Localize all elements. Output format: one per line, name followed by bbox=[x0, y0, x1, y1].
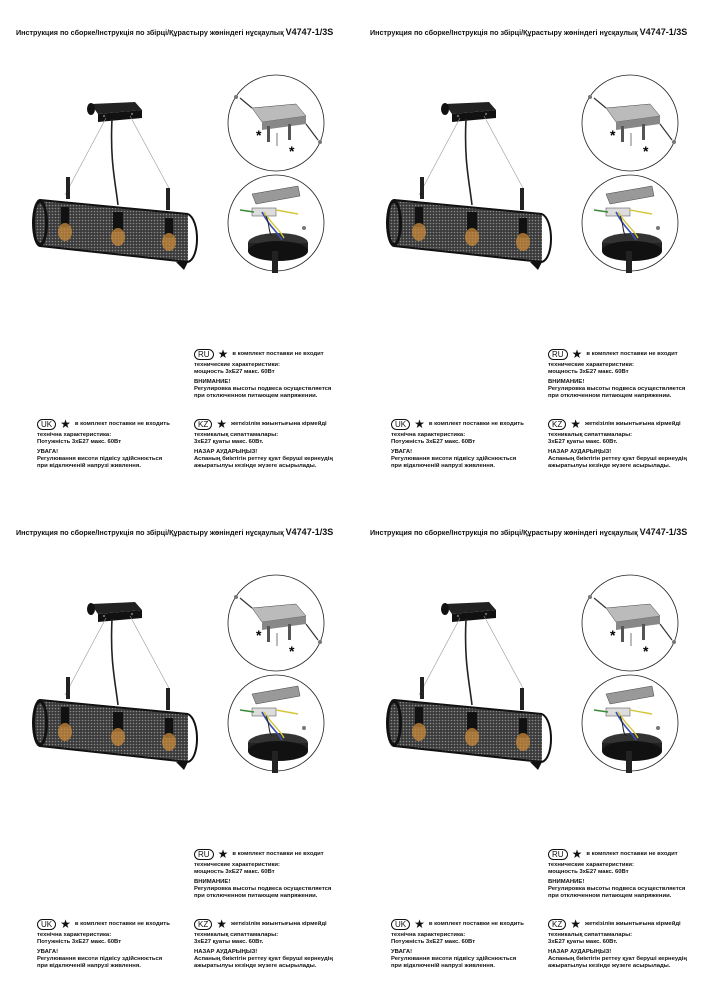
warning-title: УВАГА! bbox=[391, 948, 413, 955]
specs-value: 3хЕ27 қуаты макс. 60Вт. bbox=[548, 938, 618, 945]
warning-line: ажыратылуы кезінде жүзеге асырылады. bbox=[194, 462, 317, 469]
lang-badge-uk: UK bbox=[391, 919, 410, 930]
not-included-note: жеткізілім жиынтығына кірмейді bbox=[231, 920, 327, 927]
suspension-cables bbox=[65, 616, 170, 695]
warning-line: Регулировка высоты подвеса осуществляется bbox=[548, 385, 686, 392]
specs-title: технические характеристики: bbox=[548, 362, 634, 368]
specs-title: технічна характеристика: bbox=[391, 932, 466, 938]
specs-value: мощность 3хЕ27 макс. 60Вт bbox=[548, 868, 629, 875]
warning-line: Регулировка высоты подвеса осуществляется bbox=[194, 885, 332, 892]
wiring-detail bbox=[228, 175, 324, 273]
warning-line: при відключеній напрузі живлення. bbox=[37, 962, 141, 969]
specs-title: техникалық сипаттамалары: bbox=[194, 932, 279, 938]
warning-line: Регулювання висоти підвісу здійснюється bbox=[37, 955, 163, 962]
mounting-bracket-detail bbox=[228, 75, 324, 171]
not-included-note: жеткізілім жиынтығына кірмейді bbox=[231, 420, 327, 427]
star-icon: ★ bbox=[571, 347, 583, 361]
mounting-bracket-detail bbox=[582, 75, 678, 171]
star-icon: ★ bbox=[571, 847, 583, 861]
section-kz bbox=[548, 918, 687, 970]
instruction-sheet bbox=[354, 500, 707, 1000]
not-included-note: в комплект поставки не входит bbox=[232, 350, 324, 357]
specs-value: мощность 3хЕ27 макс. 60Вт bbox=[194, 368, 275, 375]
warning-title: НАЗАР АУДАРЫҢЫЗ! bbox=[548, 948, 612, 955]
warning-line: Аспаның биіктігін реттеу қуат беруші кернеудің bbox=[194, 455, 333, 462]
star-icon: * bbox=[643, 643, 649, 659]
warning-title: ВНИМАНИЕ! bbox=[194, 378, 231, 385]
specs-title: техникалық сипаттамалары: bbox=[548, 932, 633, 938]
model-number: V4747-1/3S bbox=[639, 527, 688, 537]
lang-badge-ru: RU bbox=[548, 349, 568, 360]
mounting-bracket-detail bbox=[228, 575, 324, 671]
specs-value: Потужність 3хЕ27 макс. 60Вт bbox=[391, 438, 476, 445]
warning-line: Аспаның биіктігін реттеу қуат беруші кернеудің bbox=[548, 955, 687, 962]
star-icon: * bbox=[256, 627, 262, 643]
section-kz bbox=[548, 418, 687, 470]
suspension-cables bbox=[65, 116, 170, 195]
specs-title: технічна характеристика: bbox=[37, 432, 112, 438]
specs-value: 3хЕ27 қуаты макс. 60Вт. bbox=[194, 938, 264, 945]
power-cord bbox=[112, 619, 118, 705]
specs-title: технические характеристики: bbox=[194, 362, 280, 368]
section-ru bbox=[194, 348, 331, 400]
warning-title: УВАГА! bbox=[37, 948, 59, 955]
specs-value: 3хЕ27 қуаты макс. 60Вт. bbox=[548, 438, 618, 445]
not-included-note: жеткізілім жиынтығына кірмейді bbox=[585, 420, 681, 427]
warning-title: ВНИМАНИЕ! bbox=[194, 878, 231, 885]
not-included-note: жеткізілім жиынтығына кірмейді bbox=[585, 920, 681, 927]
section-kz bbox=[194, 918, 333, 970]
section-kz bbox=[194, 418, 333, 470]
warning-line: Регулировка высоты подвеса осуществляется bbox=[194, 385, 332, 392]
not-included-note: в комплект поставки не входит bbox=[586, 850, 678, 857]
section-uk bbox=[391, 918, 524, 970]
star-icon: * bbox=[610, 627, 616, 643]
warning-line: ажыратылуы кезінде жүзеге асырылады. bbox=[548, 962, 671, 969]
model-number: V4747-1/3S bbox=[285, 527, 334, 537]
mounting-bracket-detail bbox=[582, 575, 678, 671]
specs-title: техникалық сипаттамалары: bbox=[194, 432, 279, 438]
lang-badge-ru: RU bbox=[194, 849, 214, 860]
ceiling-canopy bbox=[441, 602, 496, 622]
star-icon: ★ bbox=[60, 417, 71, 431]
warning-title: УВАГА! bbox=[391, 448, 413, 455]
section-ru bbox=[548, 848, 685, 900]
lang-badge-uk: UK bbox=[391, 419, 410, 430]
page-title: Инструкция по сборке/Інструкція по збірці/Құрастыру жөніндегі нұсқаулық V4747-1/3S bbox=[370, 27, 688, 37]
star-icon: * bbox=[643, 143, 649, 159]
page-title: Инструкция по сборке/Інструкція по збірці/Құрастыру жөніндегі нұсқаулық V4747-1/3S bbox=[16, 27, 334, 37]
warning-title: ВНИМАНИЕ! bbox=[548, 878, 585, 885]
warning-line: при відключеній напрузі живлення. bbox=[37, 462, 141, 469]
star-icon: ★ bbox=[216, 917, 227, 931]
suspension-cables bbox=[419, 116, 524, 195]
lang-badge-uk: UK bbox=[37, 919, 56, 930]
ceiling-canopy bbox=[441, 102, 496, 122]
wiring-detail bbox=[582, 675, 678, 773]
instruction-sheet bbox=[354, 0, 707, 500]
wiring-detail bbox=[582, 175, 678, 273]
section-uk bbox=[391, 418, 524, 470]
section-uk bbox=[37, 918, 170, 970]
warning-line: при отключенном питающем напряжении. bbox=[548, 392, 672, 399]
power-cord bbox=[112, 119, 118, 205]
warning-line: при отключенном питающем напряжении. bbox=[194, 392, 318, 399]
power-cord bbox=[466, 119, 472, 205]
specs-title: технічна характеристика: bbox=[391, 432, 466, 438]
section-ru bbox=[194, 848, 331, 900]
model-number: V4747-1/3S bbox=[285, 27, 334, 37]
not-included-note: в комплект поставки не входит bbox=[586, 350, 678, 357]
warning-line: при отключенном питающем напряжении. bbox=[194, 892, 318, 899]
instruction-sheet bbox=[0, 500, 353, 1000]
star-icon: ★ bbox=[217, 847, 229, 861]
star-icon: * bbox=[289, 143, 295, 159]
warning-line: Регулювання висоти підвісу здійснюється bbox=[37, 455, 163, 462]
lang-badge-kz: KZ bbox=[548, 919, 566, 930]
star-icon: * bbox=[256, 127, 262, 143]
specs-value: Потужність 3хЕ27 макс. 60Вт bbox=[37, 938, 122, 945]
page-title: Инструкция по сборке/Інструкція по збірці/Құрастыру жөніндегі нұсқаулық V4747-1/3S bbox=[370, 527, 688, 537]
not-included-note: в комплект поставки не входить bbox=[428, 920, 524, 927]
warning-line: Аспаның биіктігін реттеу қуат беруші кернеудің bbox=[548, 455, 687, 462]
not-included-note: в комплект поставки не входить bbox=[428, 420, 524, 427]
warning-line: Регулювання висоти підвісу здійснюється bbox=[391, 955, 517, 962]
star-icon: * bbox=[289, 643, 295, 659]
star-icon: * bbox=[610, 127, 616, 143]
warning-line: Регулировка высоты подвеса осуществляется bbox=[548, 885, 686, 892]
warning-line: Регулювання висоти підвісу здійснюється bbox=[391, 455, 517, 462]
warning-line: ажыратылуы кезінде жүзеге асырылады. bbox=[548, 462, 671, 469]
warning-title: НАЗАР АУДАРЫҢЫЗ! bbox=[194, 948, 258, 955]
warning-line: при отключенном питающем напряжении. bbox=[548, 892, 672, 899]
star-icon: ★ bbox=[570, 417, 581, 431]
star-icon: ★ bbox=[60, 917, 71, 931]
lang-badge-kz: KZ bbox=[194, 919, 212, 930]
star-icon: ★ bbox=[216, 417, 227, 431]
star-icon: ★ bbox=[414, 417, 425, 431]
lang-badge-kz: KZ bbox=[548, 419, 566, 430]
specs-value: мощность 3хЕ27 макс. 60Вт bbox=[548, 368, 629, 375]
warning-line: при відключеній напрузі живлення. bbox=[391, 962, 495, 969]
star-icon: ★ bbox=[414, 917, 425, 931]
instruction-sheet bbox=[0, 0, 353, 500]
specs-value: Потужність 3хЕ27 макс. 60Вт bbox=[37, 438, 122, 445]
warning-title: ВНИМАНИЕ! bbox=[548, 378, 585, 385]
specs-title: технические характеристики: bbox=[548, 862, 634, 868]
ceiling-canopy bbox=[87, 102, 142, 122]
star-icon: ★ bbox=[217, 347, 229, 361]
specs-value: Потужність 3хЕ27 макс. 60Вт bbox=[391, 938, 476, 945]
section-uk bbox=[37, 418, 170, 470]
specs-title: техникалық сипаттамалары: bbox=[548, 432, 633, 438]
specs-value: 3хЕ27 қуаты макс. 60Вт. bbox=[194, 438, 264, 445]
warning-line: ажыратылуы кезінде жүзеге асырылады. bbox=[194, 962, 317, 969]
wiring-detail bbox=[228, 675, 324, 773]
not-included-note: в комплект поставки не входить bbox=[74, 920, 170, 927]
warning-title: НАЗАР АУДАРЫҢЫЗ! bbox=[194, 448, 258, 455]
power-cord bbox=[466, 619, 472, 705]
lang-badge-ru: RU bbox=[548, 849, 568, 860]
warning-title: УВАГА! bbox=[37, 448, 59, 455]
not-included-note: в комплект поставки не входит bbox=[232, 850, 324, 857]
section-ru bbox=[548, 348, 685, 400]
model-number: V4747-1/3S bbox=[639, 27, 688, 37]
specs-value: мощность 3хЕ27 макс. 60Вт bbox=[194, 868, 275, 875]
warning-title: НАЗАР АУДАРЫҢЫЗ! bbox=[548, 448, 612, 455]
star-icon: ★ bbox=[570, 917, 581, 931]
lang-badge-uk: UK bbox=[37, 419, 56, 430]
suspension-cables bbox=[419, 616, 524, 695]
ceiling-canopy bbox=[87, 602, 142, 622]
specs-title: технические характеристики: bbox=[194, 862, 280, 868]
specs-title: технічна характеристика: bbox=[37, 932, 112, 938]
lang-badge-kz: KZ bbox=[194, 419, 212, 430]
not-included-note: в комплект поставки не входить bbox=[74, 420, 170, 427]
warning-line: Аспаның биіктігін реттеу қуат беруші кернеудің bbox=[194, 955, 333, 962]
lang-badge-ru: RU bbox=[194, 349, 214, 360]
page-title: Инструкция по сборке/Інструкція по збірці/Құрастыру жөніндегі нұсқаулық V4747-1/3S bbox=[16, 527, 334, 537]
warning-line: при відключеній напрузі живлення. bbox=[391, 462, 495, 469]
